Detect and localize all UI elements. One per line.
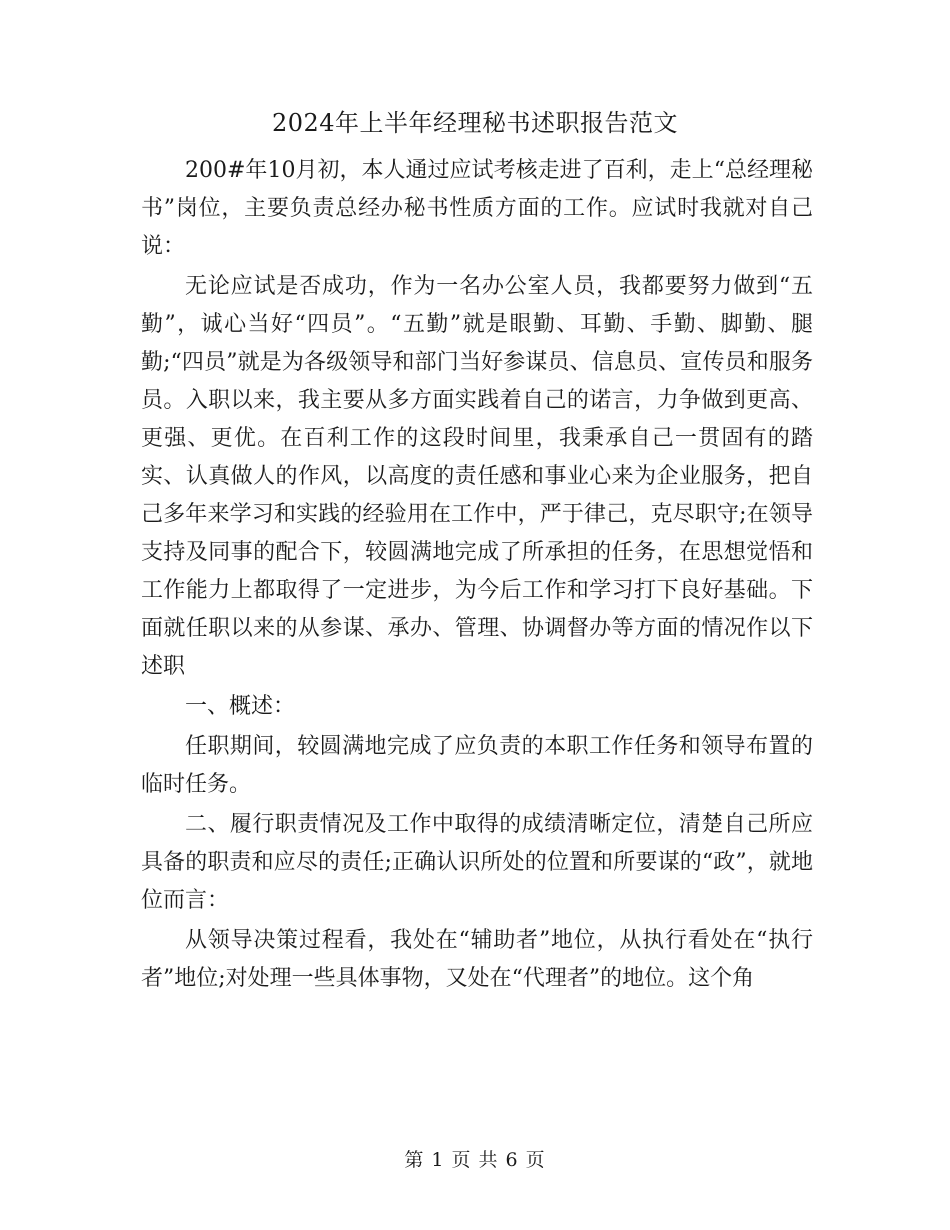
paragraph-intro: 200#年10月初，本人通过应试考核走进了百利，走上“总经理秘书”岗位，主要负责总经办秘书性质方面的工作。应试时我就对自己说：: [141, 158, 813, 259]
paragraph-commitment: 无论应试是否成功，作为一名办公室人员，我都要努力做到“五勤”，诚心当好“四员”。“五勤”就是眼勤、耳勤、手勤、脚勤、腿勤;“四员”就是为各级领导和部门当好参谋员、信息员、宣传员和服务员。入职以来，我主要从多方面实践着自己的诺言，力争做到更高、更强、更优。在百利工作的这段时间里，我秉承自己一贯固有的踏实、认真做人的作风，以高度的责任感和事业心来为企业服务，把自己多年来学习和实践的经验用在工作中，严于律己，克尽职守;在领导支持及同事的配合下，较圆满地完成了所承担的任务，在思想觉悟和工作能力上都取得了一定进步，为今后工作和学习打下良好基础。下面就任职以来的从参谋、承办、管理、协调督办等方面的情况作以下述职: [141, 274, 813, 679]
section-heading-overview: 一、概述：: [185, 694, 296, 719]
document-body: [141, 152, 813, 1000]
page-number-footer: 第 1 页 共 6 页: [404, 1149, 546, 1171]
paragraph-role: 从领导决策过程看，我处在“辅助者”地位，从执行看处在“执行者”地位;对处理一些具体事物，又处在“代理者”的地位。这个角: [141, 928, 813, 991]
document-title: 2024年上半年经理秘书述职报告范文: [271, 109, 679, 137]
paragraph-overview: 任职期间，较圆满地完成了应负责的本职工作任务和领导布置的临时任务。: [141, 734, 813, 797]
section-heading-duties: 二、履行职责情况及工作中取得的成绩清晰定位，清楚自己所应具备的职责和应尽的责任;正确认识所处的位置和所要谋的“政”，就地位而言：: [141, 812, 813, 913]
